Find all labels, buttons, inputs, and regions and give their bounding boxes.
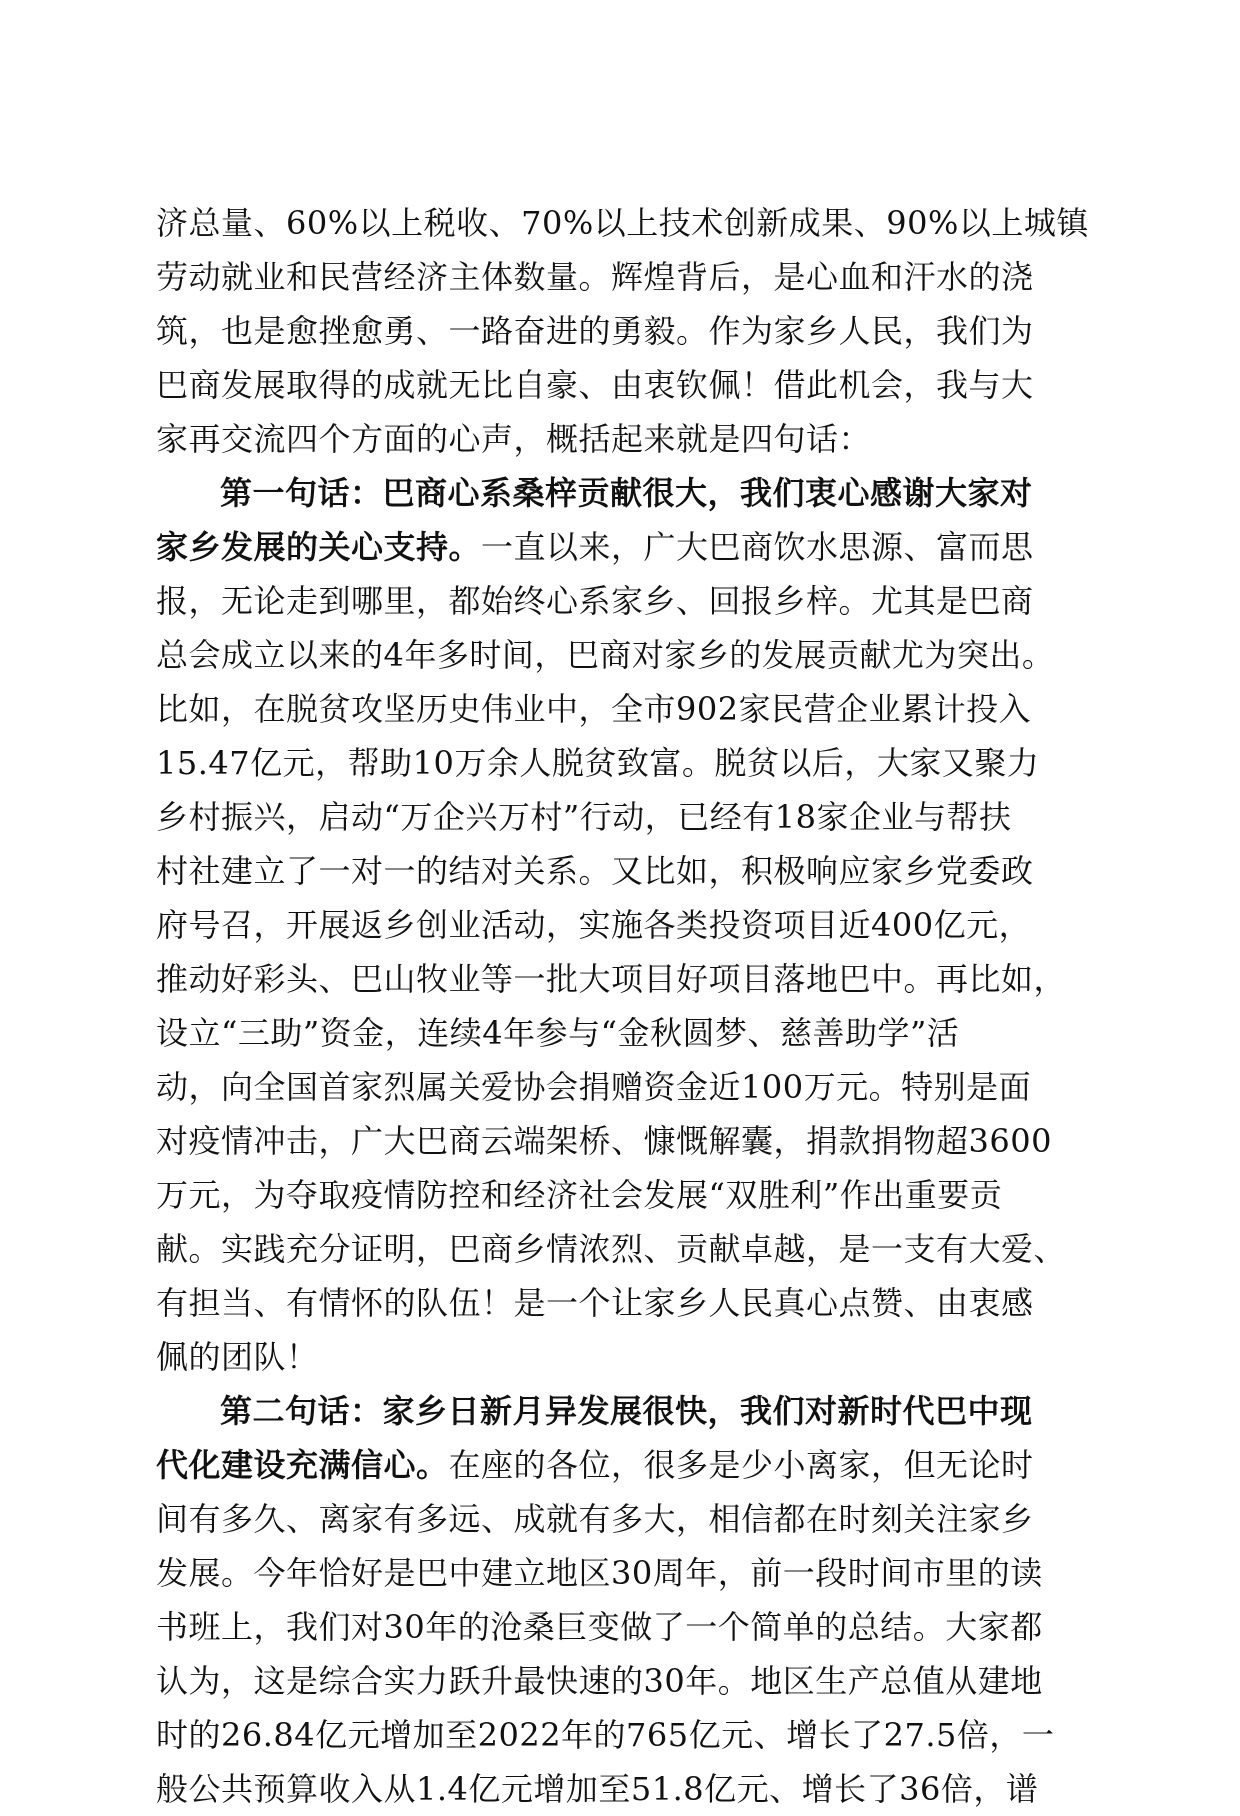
text-line: 时的26.84亿元增加至2022年的765亿元、增长了27.5倍，一 xyxy=(156,1716,1055,1754)
text-line: 代化建设充满信心。在座的各位，很多是少小离家，但无论时 xyxy=(156,1446,1034,1484)
text-line: 认为，这是综合实力跃升最快速的30年。地区生产总值从建地 xyxy=(156,1662,1043,1700)
text-line: 济总量、60%以上税收、70%以上技术创新成果、90%以上城镇 xyxy=(156,204,1089,242)
text-line: 比如，在脱贫攻坚历史伟业中，全市902家民营企业累计投入 xyxy=(156,690,1032,728)
text-line: 推动好彩头、巴山牧业等一批大项目好项目落地巴中。再比如， xyxy=(156,960,1067,998)
text-line: 报，无论走到哪里，都始终心系家乡、回报乡梓。尤其是巴商 xyxy=(156,582,1034,620)
text-line: 总会成立以来的4年多时间，巴商对家乡的发展贡献尤为突出。 xyxy=(156,636,1055,674)
text-line: 15.47亿元，帮助10万余人脱贫致富。脱贫以后，大家又聚力 xyxy=(156,744,1040,782)
section-heading-1: 第一句话：巴商心系桑梓贡献很大，我们衷心感谢大家对 xyxy=(220,474,1033,512)
text-line: 有担当、有情怀的队伍！是一个让家乡人民真心点赞、由衷感 xyxy=(156,1284,1034,1322)
section-heading-2: 第二句话：家乡日新月异发展很快，我们对新时代巴中现 xyxy=(220,1392,1033,1430)
text-line: 劳动就业和民营经济主体数量。辉煌背后，是心血和汗水的浇 xyxy=(156,258,1034,296)
text-line: 巴商发展取得的成就无比自豪、由衷钦佩！借此机会，我与大 xyxy=(156,366,1034,404)
text-line: 府号召，开展返乡创业活动，实施各类投资项目近400亿元， xyxy=(156,906,1032,944)
text-line: 般公共预算收入从1.4亿元增加至51.8亿元、增长了36倍，谱 xyxy=(156,1770,1039,1808)
text-line: 家乡发展的关心支持。一直以来，广大巴商饮水思源、富而思 xyxy=(156,528,1034,566)
text-line: 间有多久、离家有多远、成就有多大，相信都在时刻关注家乡 xyxy=(156,1500,1034,1538)
document-page xyxy=(156,196,1089,1816)
text-line: 发展。今年恰好是巴中建立地区30周年，前一段时间市里的读 xyxy=(156,1554,1043,1592)
text-line: 书班上，我们对30年的沧桑巨变做了一个简单的总结。大家都 xyxy=(156,1608,1043,1646)
text-line: 万元，为夺取疫情防控和经济社会发展“双胜利”作出重要贡 xyxy=(156,1176,1003,1214)
text-line: 对疫情冲击，广大巴商云端架桥、慷慨解囊，捐款捐物超3600 xyxy=(156,1122,1052,1160)
text-line: 筑，也是愈挫愈勇、一路奋进的勇毅。作为家乡人民，我们为 xyxy=(156,312,1034,350)
text-line: 设立“三助”资金，连续4年参与“金秋圆梦、慈善助学”活 xyxy=(156,1014,960,1052)
text-line: 家再交流四个方面的心声，概括起来就是四句话： xyxy=(156,420,872,458)
text-line: 动，向全国首家烈属关爱协会捐赠资金近100万元。特别是面 xyxy=(156,1068,1032,1106)
text-line: 献。实践充分证明，巴商乡情浓烈、贡献卓越，是一支有大爱、 xyxy=(156,1230,1067,1268)
text-line: 乡村振兴，启动“万企兴万村”行动，已经有18家企业与帮扶 xyxy=(156,798,1012,836)
text-line: 村社建立了一对一的结对关系。又比如，积极响应家乡党委政 xyxy=(156,852,1034,890)
text-line: 佩的团队！ xyxy=(156,1338,319,1376)
